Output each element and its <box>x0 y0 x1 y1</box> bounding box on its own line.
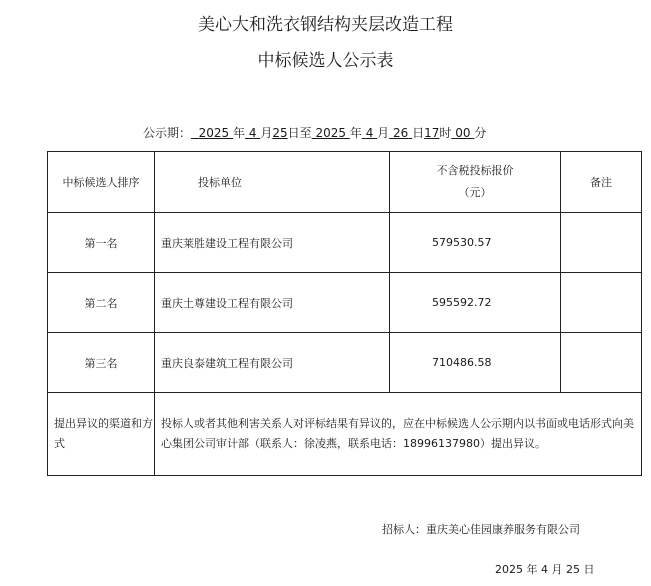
rank-cell: 第三名 <box>48 333 155 393</box>
hour-unit: 时 <box>439 126 452 140</box>
header-price <box>390 152 561 213</box>
header-bidder: 投标单位 <box>155 152 390 213</box>
period-end-year: 2025 <box>315 126 347 140</box>
period-label: 公示期： <box>143 126 192 140</box>
price-cell: 595592.72 <box>390 273 561 333</box>
table-row <box>48 213 642 273</box>
period-start-year: 2025 <box>198 126 230 140</box>
table-header-row <box>48 152 642 213</box>
table-row <box>48 333 642 393</box>
candidates-table <box>47 151 642 476</box>
objection-content <box>155 393 642 476</box>
month-unit: 月 <box>377 126 390 140</box>
bidder-cell: 重庆莱胜建设工程有限公司 <box>155 213 390 273</box>
period-end-month: 4 <box>365 126 374 140</box>
objection-text: 投标人或者其他利害关系人对评标结果有异议的，应在中标候选人公示期内以书面或电话形式向美心集团公司审计部（联系人：徐凌燕，联系电话：18996137980）提出异议。 <box>161 417 634 450</box>
header-rank: 中标候选人排序 <box>48 152 155 213</box>
publicity-period <box>143 124 486 141</box>
note-cell <box>561 213 642 273</box>
year-unit: 年 <box>349 126 362 140</box>
header-price-line2: （元） <box>458 186 492 199</box>
price-cell: 710486.58 <box>390 333 561 393</box>
tenderer: 招标人：重庆美心佳园康养服务有限公司 <box>382 523 580 536</box>
document-title: 美心大和洗衣钢结构夹层改造工程 <box>198 15 453 35</box>
table-row <box>48 273 642 333</box>
issue-date: 2025 年 4 月 25 日 <box>495 563 595 576</box>
day-unit: 日 <box>412 126 425 140</box>
rank-cell: 第二名 <box>48 273 155 333</box>
period-end-hour: 17 <box>424 126 440 140</box>
year-unit: 年 <box>233 126 246 140</box>
header-note: 备注 <box>561 152 642 213</box>
objection-row <box>48 393 642 476</box>
price-cell: 579530.57 <box>390 213 561 273</box>
period-to: 日至 <box>287 126 312 140</box>
objection-label: 提出异议的渠道和方式 <box>48 393 155 476</box>
period-start-day: 25 <box>272 126 288 140</box>
month-unit: 月 <box>260 126 273 140</box>
period-end-minute: 00 <box>455 126 471 140</box>
document-subtitle: 中标候选人公示表 <box>257 51 394 71</box>
period-end-day: 26 <box>393 126 409 140</box>
bidder-cell: 重庆良泰建筑工程有限公司 <box>155 333 390 393</box>
header-price-line1: 不含税投标报价 <box>436 164 514 177</box>
note-cell <box>561 333 642 393</box>
minute-unit: 分 <box>474 126 487 140</box>
period-start-month: 4 <box>248 126 257 140</box>
note-cell <box>561 273 642 333</box>
rank-cell: 第一名 <box>48 213 155 273</box>
bidder-cell: 重庆土尊建设工程有限公司 <box>155 273 390 333</box>
